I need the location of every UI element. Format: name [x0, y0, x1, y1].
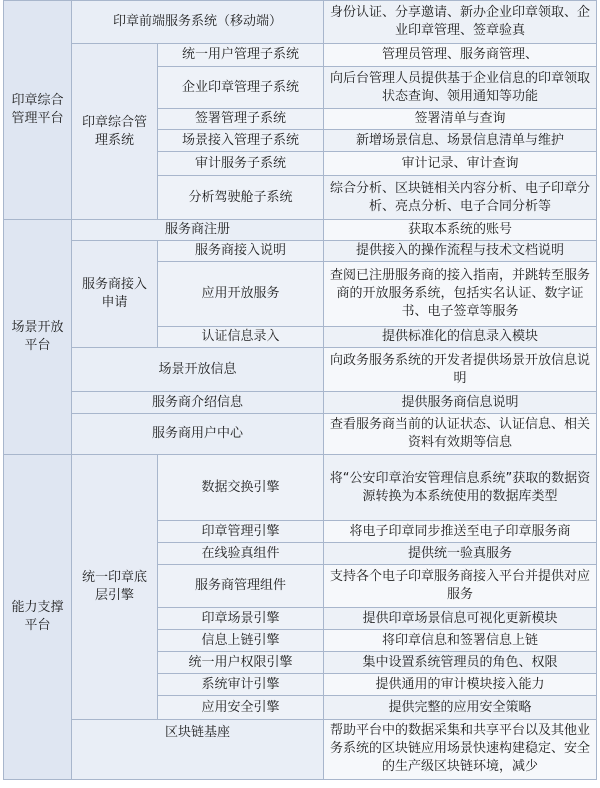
- table-row: [4, 414, 597, 455]
- table-row: [4, 392, 597, 414]
- subsystem-group: 印章综合管理系统: [72, 44, 158, 220]
- function-description: 查看服务商当前的认证状态、认证信息、相关资料有效期等信息: [324, 414, 597, 455]
- function-description: 综合分析、区块链相关内容分析、电子印章分析、亮点分析、电子合同分析等: [324, 176, 597, 220]
- system-name: 系统审计引擎: [158, 674, 324, 696]
- function-description: 提供完整的应用安全策略: [324, 696, 597, 720]
- function-description: 将印章信息和签署信息上链: [324, 630, 597, 652]
- function-description: 向政务服务系统的开发者提供场景开放信息说明: [324, 348, 597, 392]
- system-name: 场景开放信息: [72, 348, 324, 392]
- platform-name: 能力支撑平台: [4, 455, 72, 780]
- function-description: 新增场景信息、场景信息清单与维护: [324, 130, 597, 152]
- table-row: [4, 348, 597, 392]
- system-name: 服务商介绍信息: [72, 392, 324, 414]
- function-description: 身份认证、分享邀请、新办企业印章领取、企业印章管理、签章验真: [324, 1, 597, 44]
- function-description: 管理员管理、服务商管理、: [324, 44, 597, 67]
- system-name: 在线验真组件: [158, 543, 324, 565]
- function-description: 签署清单与查询: [324, 109, 597, 130]
- system-name: 服务商管理组件: [158, 565, 324, 608]
- system-name: 应用开放服务: [158, 262, 324, 327]
- system-name: 统一用户管理子系统: [158, 44, 324, 67]
- system-name: 签署管理子系统: [158, 109, 324, 130]
- system-name: 服务商接入说明: [158, 241, 324, 262]
- platform-table: [3, 0, 597, 780]
- function-description: 提供接入的操作流程与技术文档说明: [324, 241, 597, 262]
- table-row: [4, 1, 597, 44]
- table-row: [4, 241, 597, 262]
- function-description: 提供印章场景信息可视化更新模块: [324, 608, 597, 630]
- function-description: 集中设置系统管理员的角色、权限: [324, 652, 597, 674]
- function-description: 提供标准化的信息录入模块: [324, 327, 597, 348]
- function-description: 查阅已注册服务商的接入指南，并跳转至服务商的开放服务系统，包括实名认证、数字证书、电子签章等服务: [324, 262, 597, 327]
- system-name: 印章场景引擎: [158, 608, 324, 630]
- function-description: 提供服务商信息说明: [324, 392, 597, 414]
- function-description: 将“公安印章治安管理信息系统”获取的数据资源转换为本系统使用的数据库类型: [324, 455, 597, 521]
- system-name: 认证信息录入: [158, 327, 324, 348]
- function-description: 将电子印章同步推送至电子印章服务商: [324, 521, 597, 543]
- function-description: 帮助平台中的数据采集和共享平台以及其他业务系统的区块链应用场景快速构建稳定、安全的生产级区块链环境，减少: [324, 720, 597, 780]
- function-description: 向后台管理人员提供基于企业信息的印章领取状态查询、领用通知等功能: [324, 67, 597, 109]
- system-name: 分析驾驶舱子系统: [158, 176, 324, 220]
- system-name: 场景接入管理子系统: [158, 130, 324, 152]
- table-row: [4, 720, 597, 780]
- system-name: 区块链基座: [72, 720, 324, 780]
- function-description: 支持各个电子印章服务商接入平台并提供对应服务: [324, 565, 597, 608]
- system-name: 企业印章管理子系统: [158, 67, 324, 109]
- system-name: 印章前端服务系统（移动端）: [72, 1, 324, 44]
- system-name: 信息上链引擎: [158, 630, 324, 652]
- subsystem-group: 服务商接入申请: [72, 241, 158, 348]
- function-description: 获取本系统的账号: [324, 220, 597, 241]
- table-row: [4, 220, 597, 241]
- system-name: 统一用户权限引擎: [158, 652, 324, 674]
- system-name: 印章管理引擎: [158, 521, 324, 543]
- system-name: 审计服务子系统: [158, 152, 324, 176]
- table-row: [4, 455, 597, 521]
- subsystem-group: 统一印章底层引擎: [72, 455, 158, 720]
- platform-name: 印章综合管理平台: [4, 1, 72, 220]
- system-name: 应用安全引擎: [158, 696, 324, 720]
- table-row: [4, 44, 597, 67]
- platform-name: 场景开放平台: [4, 220, 72, 455]
- system-name: 服务商注册: [72, 220, 324, 241]
- function-description: 提供通用的审计模块接入能力: [324, 674, 597, 696]
- system-name: 服务商用户中心: [72, 414, 324, 455]
- function-description: 提供统一验真服务: [324, 543, 597, 565]
- function-description: 审计记录、审计查询: [324, 152, 597, 176]
- system-name: 数据交换引擎: [158, 455, 324, 521]
